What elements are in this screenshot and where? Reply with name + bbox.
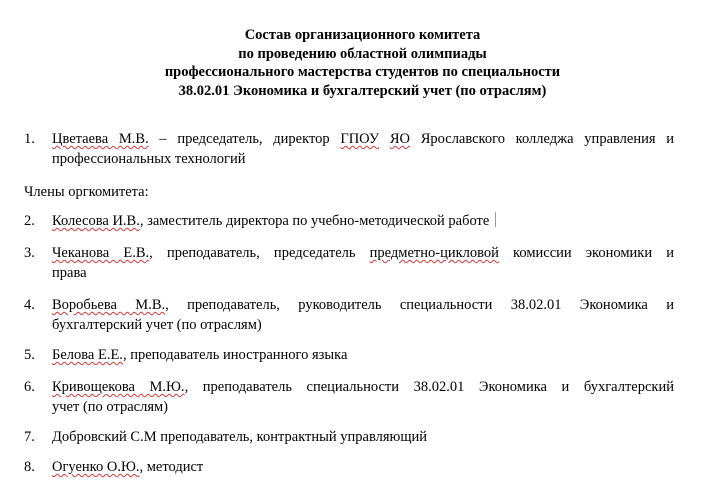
members-label: Члены оргкомитета: <box>24 184 149 200</box>
org-abbreviation: ГПОУ <box>340 131 380 147</box>
member-name: Цветаева М.В. <box>52 131 149 147</box>
document-title <box>0 26 725 100</box>
text-segment <box>379 131 390 147</box>
list-item-text <box>52 458 674 478</box>
text-line <box>52 378 674 398</box>
member-role: , заместитель директора по учебно-методической работе <box>139 213 490 229</box>
list-number: 6. <box>24 379 35 395</box>
list-item-text <box>52 244 674 283</box>
list-item-text <box>52 212 674 232</box>
text-line <box>52 212 674 232</box>
list-number: 1. <box>24 131 35 147</box>
member-name: Воробьева М.В. <box>52 297 166 313</box>
text-line <box>52 458 674 478</box>
member-role: , преподаватель иностранного языка <box>122 347 348 363</box>
text-line: права <box>52 264 87 281</box>
member-role: , преподаватель специальности 38.02.01 Экономика и бухгалтерский <box>184 379 674 395</box>
list-item-text <box>52 296 674 335</box>
member-role: преподаватель, контрактный управляющий <box>156 429 428 445</box>
text-line <box>52 244 674 264</box>
list-number: 8. <box>24 459 35 475</box>
text-line <box>52 130 674 150</box>
member-role: , преподаватель, руководитель специальности 38.02.01 Экономика и <box>165 297 674 313</box>
member-name: Огуенко О.Ю. <box>52 459 140 475</box>
member-role: , методист <box>139 459 204 475</box>
list-number: 4. <box>24 297 35 313</box>
text-line <box>52 346 674 366</box>
text-line: профессиональных технологий <box>52 150 246 167</box>
text-cursor <box>495 212 496 227</box>
title-line-4: 38.02.01 Экономика и бухгалтерский учет (по отраслям) <box>178 82 547 99</box>
member-name: Чеканова Е.В. <box>52 245 150 261</box>
list-number: 2. <box>24 213 35 229</box>
text-line: учет (по отраслям) <box>52 398 169 415</box>
title-line-2: по проведению областной олимпиады <box>238 45 487 62</box>
text-line: бухгалтерский учет (по отраслям) <box>52 316 262 333</box>
member-name: Колесова И.В. <box>52 213 140 229</box>
member-name: Добровский С.М <box>52 429 157 445</box>
text-line <box>52 428 674 448</box>
text-segment: , преподаватель, председатель <box>149 245 370 261</box>
list-item-text <box>52 130 674 169</box>
list-item-text <box>52 428 674 448</box>
text-segment: комиссии экономики и <box>498 245 675 261</box>
flagged-term: предметно-цикловой <box>369 245 499 261</box>
org-abbreviation: ЯО <box>389 131 410 147</box>
title-line-3: профессионального мастерства студентов по специальности <box>164 64 561 80</box>
list-item-text <box>52 346 674 366</box>
text-segment: Ярославского колледжа управления и <box>410 131 675 147</box>
member-name: Кривощекова М.Ю. <box>52 379 185 395</box>
text-segment: – председатель, директор <box>148 131 341 147</box>
list-number: 3. <box>24 245 35 261</box>
list-number: 7. <box>24 429 35 445</box>
member-name: Белова Е.Е. <box>52 347 123 363</box>
list-item-text <box>52 378 674 417</box>
list-number: 5. <box>24 347 35 363</box>
text-line <box>52 296 674 316</box>
title-line-1: Состав организационного комитета <box>244 27 481 43</box>
